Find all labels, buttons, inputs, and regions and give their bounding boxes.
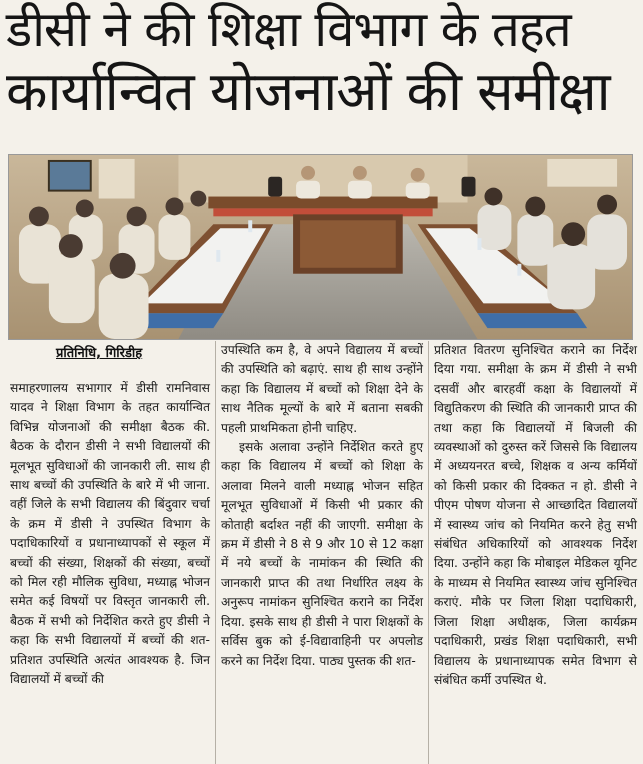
article-paragraph: समाहरणालय सभागार में डीसी रामनिवास यादव ने शिक्षा विभाग के तहत कार्यान्वित विभिन्न योजनाओं की समीक्षा बैठक की. बैठक के दौरान डीसी ने सभी विद्यालयों की मूलभूत सुविधाओं की जानकारी ली. साथ ही साथ बच्चों की उपस्थिति के बारे में भी जाना. वहीं जिले के सभी विद्यालय की बिंदुवार चर्चा के क्रम में डीसी ने उपस्थित विभाग के पदाधिकारियों व प्रधानाध्यापकों से स्कूल में बच्चों की संख्या, शिक्षकों की संख्या, बच्चों को मिल रही मौलिक सुविधा, मध्याह्न भोजन समेत कई विषयों पर विस्तृत जानकारी ली. बैठक में सभी को निर्देशित करते हुए डीसी ने कहा कि सभी विद्यालयों में बच्चों की शत-प्रतिशत उपस्थिति अत्यंत आवश्यक है. जिन विद्यालयों में बच्चों की (10, 381, 210, 687)
article-column-2 (221, 341, 423, 671)
column-divider (215, 341, 216, 764)
headline-line-1: डीसी ने की शिक्षा विभाग के तहत (6, 1, 571, 58)
meeting-photo (8, 154, 633, 340)
meeting-photo-icon (9, 155, 632, 339)
article-paragraph: इसके अलावा उन्होंने निर्देशित करते हुए कहा कि विद्यालय में बच्चों को शिक्षा के अलावा मिलने वाली मध्याह्न भोजन सहित मूलभूत सुविधाओं में किसी भी प्रकार की कोताही बर्दाश्त नहीं की जाएगी. समीक्षा के क्रम में डीसी ने 8 से 9 और 10 से 12 कक्षा में नये बच्चों के नामांकन की स्थिति की जानकारी प्राप्त की तथा निर्धारित लक्ष्य के अनुरूप नामांकन सुनिश्चित कराने का निर्देश दिया. इसके साथ ही डीसी ने पारा शिक्षकों के सर्विस बुक को ई-विद्यावाहिनी पर अपलोड करने का निर्देश दिया. पाठ्य पुस्तक की शत- (221, 440, 423, 668)
article-column-1 (10, 379, 210, 690)
byline: प्रतिनिधि, गिरिडीह (56, 346, 143, 361)
article-paragraph: प्रतिशत वितरण सुनिश्चित कराने का निर्देश दिया गया. समीक्षा के क्रम में डीसी ने सभी दसवीं और बारहवीं कक्षा के विद्यालयों में विद्युतिकरण की स्थिति की जानकारी प्राप्त की तथा कहा कि विद्यालयों में बिजली की व्यवस्थाओं को दुरुस्त करें जिससे कि विद्यालय में अध्ययनरत बच्चे, शिक्षक व अन्य कर्मियों को किसी प्रकार की दिक्कत न हो. डीसी ने पीएम पोषण योजना से आच्छादित विद्यालयों में स्वास्थ्य जांच को नियमित करने हेतु सभी संबंधित अधिकारियों को आवश्यक निर्देश दिया. उन्होंने कहा कि मोबाइल मेडिकल यूनिट के माध्यम से नियमित स्वास्थ्य जांच सुनिश्चित कराएं. मौके पर जिला शिक्षा पदाधिकारी, जिला शिक्षा अधीक्षक, जिला कार्यक्रम पदाधिकारी, प्रखंड शिक्षा पदाधिकारी, सभी विद्यालय के प्रधानाध्यापक समेत विभाग से संबंधित कर्मी उपस्थित थे. (434, 343, 637, 687)
headline-line-2: कार्यान्वित योजनाओं की समीक्षा (6, 60, 610, 123)
headline (6, 0, 638, 124)
article-column-3 (434, 341, 637, 690)
column-divider (428, 341, 429, 764)
article-paragraph: उपस्थिति कम है, वे अपने विद्यालय में बच्चों की उपस्थिति को बढ़ाएं. साथ ही साथ उन्होंने कहा कि विद्यालय में बच्चों को शिक्षा देने के साथ नैतिक मूल्यों के बारे में बताना सबकी पहली प्राथमिकता होनी चाहिए. (221, 343, 423, 435)
